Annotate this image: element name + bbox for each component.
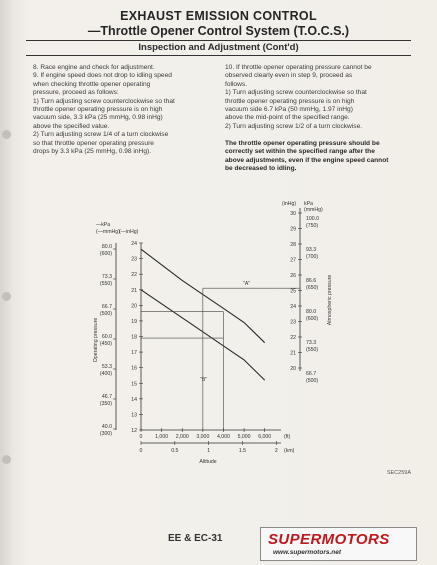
page-subtitle: —Throttle Opener Control System (T.O.C.S.) bbox=[87, 24, 350, 38]
x-tick-label-ft: 6,000 bbox=[258, 434, 272, 440]
left-tick-label-inhg: 15 bbox=[131, 381, 137, 388]
left-tick-label-inhg: 12 bbox=[131, 428, 137, 434]
left-tick-label-inhg: 13 bbox=[131, 412, 137, 419]
right-tick-label-kpa: 93.3 bbox=[306, 247, 317, 253]
text-line: when checking throttle opener operating bbox=[33, 80, 151, 88]
right-tick-label-inhg: 25 bbox=[290, 288, 296, 295]
right-tick-label-inhg: 30 bbox=[290, 211, 296, 217]
text-line: correctly set within the specified range after the bbox=[225, 148, 375, 156]
text-line: 2) Turn adjusting screw 1/4 of a turn clockwise bbox=[33, 131, 169, 139]
text-line: be decreased to idling. bbox=[225, 165, 297, 173]
right-axis-title: Atmospheric pressure bbox=[327, 274, 333, 326]
watermark-logo bbox=[260, 527, 417, 561]
x-tick-label-ft: 4,000 bbox=[216, 434, 230, 440]
text-line: pressure, proceed as follows: bbox=[33, 89, 119, 97]
left-tick-label-kpa: 60.0 bbox=[101, 334, 112, 340]
left-tick-label-inhg: 21 bbox=[131, 287, 137, 294]
left-tick-label-inhg: 24 bbox=[131, 241, 137, 247]
left-tick-label-inhg: 20 bbox=[131, 303, 137, 310]
x-tick-label-ft: 5,000 bbox=[237, 434, 251, 440]
x-tick-label-km: 0 bbox=[139, 448, 143, 454]
left-tick-label-kpa: 40.0 bbox=[101, 424, 112, 430]
text-line: follows. bbox=[225, 80, 247, 88]
figure-code: SEC259A bbox=[386, 470, 411, 476]
right-tick-label-kpa: 73.3 bbox=[306, 340, 317, 346]
text-line: above the mid-point of the specified range. bbox=[225, 114, 350, 122]
left-tick-label-inhg: 18 bbox=[131, 334, 137, 341]
right-tick-label-kpa: (500) bbox=[306, 378, 319, 384]
right-tick-label-inhg: 21 bbox=[290, 350, 296, 357]
right-tick-label-kpa: 100.0 bbox=[306, 216, 319, 222]
right-tick-label-kpa: 86.6 bbox=[306, 278, 317, 284]
right-axis-header-inhg: (inHg) bbox=[282, 201, 297, 207]
left-tick-label-kpa: 73.3 bbox=[101, 274, 112, 280]
left-tick-label-inhg: 23 bbox=[131, 256, 137, 263]
right-tick-label-inhg: 23 bbox=[290, 319, 296, 326]
x-tick-label-km: 1 bbox=[207, 448, 211, 454]
left-tick-label-inhg: 19 bbox=[131, 318, 137, 325]
right-tick-label-kpa: 66.7 bbox=[306, 371, 317, 377]
right-tick-label-kpa: (750) bbox=[306, 223, 319, 229]
annotation-b: "B" bbox=[200, 377, 208, 383]
left-tick-label-kpa: (600) bbox=[99, 251, 112, 257]
left-tick-label-kpa: (300) bbox=[99, 431, 112, 437]
text-line: observed clearly even in step 9, proceed as bbox=[225, 72, 353, 80]
x-tick-label-ft: 1,000 bbox=[155, 434, 169, 440]
annotation-a: "A" bbox=[243, 281, 251, 288]
right-tick-label-kpa: (600) bbox=[306, 316, 319, 322]
page-footer: EE & EC-31 bbox=[168, 533, 223, 544]
right-tick-label-inhg: 29 bbox=[290, 226, 296, 233]
x-tick-label-ft: 2,000 bbox=[175, 434, 189, 440]
left-tick-label-kpa: 66.7 bbox=[101, 304, 112, 310]
watermark-url: www.supermotors.net bbox=[273, 549, 342, 556]
left-tick-label-inhg: 17 bbox=[131, 350, 137, 357]
text-line: 10. If throttle opener operating pressure cannot be bbox=[225, 64, 372, 71]
text-line: throttle opener operating pressure is on high bbox=[225, 97, 355, 105]
page-title: EXHAUST EMISSION CONTROL bbox=[120, 9, 317, 23]
right-tick-label-inhg: 22 bbox=[290, 335, 296, 341]
right-axis-header-kpa: kPa bbox=[304, 201, 313, 207]
text-line: 1) Turn adjusting screw counterclockwise so that bbox=[33, 97, 175, 105]
left-tick-label-kpa: (500) bbox=[99, 311, 112, 317]
text-line: drops by 3.3 kPa (25 mmHg, 0.98 inHg). bbox=[33, 148, 152, 156]
left-tick-label-kpa: 53.3 bbox=[101, 364, 112, 370]
text-line: 9. If engine speed does not drop to idling speed bbox=[33, 72, 172, 80]
right-axis-header-mmhg: (mmHg) bbox=[304, 207, 323, 213]
left-axis-header-inhg: (—inHg) bbox=[119, 229, 139, 235]
left-tick-label-inhg: 14 bbox=[131, 396, 137, 403]
right-tick-label-inhg: 28 bbox=[290, 242, 296, 248]
text-line: 2) Turn adjusting screw 1/2 of a turn clockwise. bbox=[225, 122, 363, 130]
right-tick-label-kpa: 80.0 bbox=[306, 309, 317, 315]
x-axis-title: Altitude bbox=[199, 459, 217, 465]
left-tick-label-kpa: 80.0 bbox=[101, 244, 112, 250]
x-tick-label-km: 0.5 bbox=[171, 448, 179, 454]
left-tick-label-inhg: 22 bbox=[131, 272, 137, 279]
left-axis-header-kpa: —kPa bbox=[96, 222, 111, 228]
x-tick-label-km: 2 bbox=[274, 448, 278, 454]
right-tick-label-kpa: (550) bbox=[306, 347, 319, 353]
left-axis-header-mmhg: (—mmHg) bbox=[96, 229, 120, 235]
left-tick-label-kpa: (450) bbox=[99, 341, 112, 347]
text-line: 8. Race engine and check for adjustment. bbox=[33, 64, 155, 71]
x-unit-km: (km) bbox=[284, 448, 295, 454]
text-line: vacuum side 6.7 kPa (50 mmHg, 1.97 inHg) bbox=[225, 106, 353, 114]
text-line: vacuum side, 3.3 kPa (25 mmHg, 0.98 inHg) bbox=[33, 114, 163, 122]
right-tick-label-inhg: 27 bbox=[290, 257, 296, 264]
left-tick-label-kpa: (550) bbox=[99, 281, 112, 287]
text-line: above adjustments, even if the engine speed cannot bbox=[225, 156, 389, 164]
right-tick-label-kpa: (700) bbox=[306, 254, 319, 260]
left-tick-label-inhg: 16 bbox=[131, 365, 137, 372]
left-tick-label-kpa: (350) bbox=[99, 401, 112, 407]
x-tick-label-km: 1.5 bbox=[238, 448, 247, 454]
text-line: so that throttle opener operating pressure bbox=[33, 139, 154, 147]
text-line: 1) Turn adjusting screw counterclockwise so that bbox=[225, 89, 367, 97]
right-tick-label-inhg: 26 bbox=[290, 273, 296, 279]
left-tick-label-kpa: 46.7 bbox=[101, 394, 112, 400]
text-line: above the specified value. bbox=[33, 122, 110, 130]
x-unit-ft: (ft) bbox=[284, 434, 291, 440]
watermark-brand: SUPERMOTORS bbox=[268, 531, 390, 548]
section-heading: Inspection and Adjustment (Cont'd) bbox=[138, 42, 299, 53]
left-tick-label-kpa: (400) bbox=[99, 371, 112, 377]
right-tick-label-inhg: 24 bbox=[290, 304, 296, 310]
text-line: throttle opener operating pressure is on high bbox=[33, 106, 163, 114]
text-line: The throttle opener operating pressure should be bbox=[225, 140, 380, 147]
x-tick-label-ft: 0 bbox=[139, 434, 143, 440]
right-tick-label-inhg: 20 bbox=[290, 366, 296, 372]
right-tick-label-kpa: (650) bbox=[306, 285, 319, 291]
left-axis-title: Operating pressure bbox=[93, 317, 99, 363]
x-tick-label-ft: 3,000 bbox=[196, 434, 210, 440]
